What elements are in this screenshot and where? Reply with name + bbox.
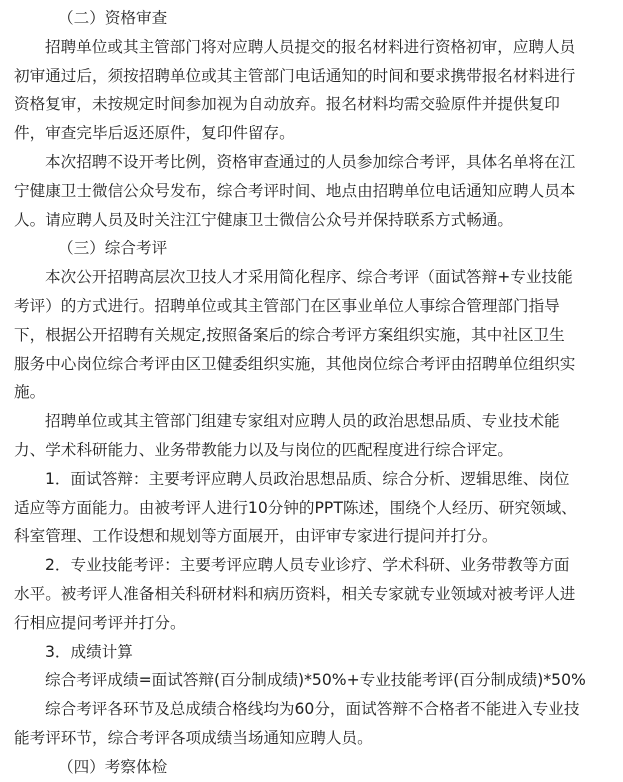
paragraph-line: 本次招聘不设开考比例，资格审查通过的人员参加综合考评，具体名单将在江: [45, 152, 576, 171]
section-heading: （二）资格审查: [58, 9, 168, 27]
paragraph-line: 综合考评各环节及总成绩合格线均为60分，面试答辩不合格者不能进入专业技: [45, 700, 580, 719]
list-item: 3．成绩计算: [45, 642, 133, 661]
paragraph-line: 初审通过后，须按招聘单位或其主管部门电话通知的时间和要求携带报名材料进行: [14, 66, 576, 85]
list-item: 1．面试答辩：主要考评应聘人员政治思想品质、综合分析、逻辑思维、岗位: [45, 469, 570, 488]
list-item: 2．专业技能考评：主要考评应聘人员专业诊疗、学术科研、业务带教等方面: [45, 556, 570, 575]
paragraph-line: 资格复审，未按规定时间参加视为自动放弃。报名材料均需交验原件并提供复印: [14, 95, 560, 114]
section-heading: （三）综合考评: [58, 239, 168, 258]
paragraph-line: 本次公开招聘高层次卫技人才采用简化程序、综合考评（面试答辩+专业技能: [45, 268, 573, 287]
formula-line: 综合考评成绩=面试答辩(百分制成绩)*50%+专业技能考评(百分制成绩)*50%: [45, 671, 586, 690]
paragraph-line: 考评）的方式进行。招聘单位或其主管部门在区事业单位人事综合管理部门指导: [14, 296, 560, 315]
paragraph-line: 招聘单位或其主管部门组建专家组对应聘人员的政治思想品质、专业技术能: [45, 412, 560, 431]
section-heading: （四）考察体检: [58, 757, 168, 776]
paragraph-line: 件，审查完毕后返还原件，复印件留存。: [14, 124, 295, 143]
paragraph-line: 适应等方面能力。由被考评人进行10分钟的PPT陈述，围绕个人经历、研究领域、: [14, 498, 577, 517]
paragraph-line: 人。请应聘人员及时关注江宁健康卫士微信公众号并保持联系方式畅通。: [14, 210, 514, 229]
paragraph-line: 行相应提问考评并打分。: [14, 613, 186, 632]
paragraph-line: 水平。被考评人准备相关科研材料和病历资料，相关专家就专业领域对被考评人进: [14, 584, 576, 603]
paragraph-line: 力、学术科研能力、业务带教能力以及与岗位的匹配程度进行综合评定。: [14, 440, 514, 459]
paragraph-line: 服务中心岗位综合考评由区卫健委组织实施，其他岗位综合考评由招聘单位组织实: [14, 354, 576, 373]
paragraph-line: 招聘单位或其主管部门将对应聘人员提交的报名材料进行资格初审，应聘人员: [45, 37, 576, 56]
paragraph-line: 能考评环节，综合考评各项成绩当场通知应聘人员。: [14, 728, 373, 747]
paragraph-line: 宁健康卫士微信公众号发布，综合考评时间、地点由招聘单位电话通知应聘人员本: [14, 181, 576, 200]
paragraph-line: 科室管理、工作设想和规划等方面展开，由评审专家进行提问并打分。: [14, 527, 498, 546]
paragraph-line: 施。: [14, 383, 46, 402]
paragraph-line: 下，根据公开招聘有关规定,按照备案后的综合考评方案组织实施，其中社区卫生: [14, 325, 565, 344]
